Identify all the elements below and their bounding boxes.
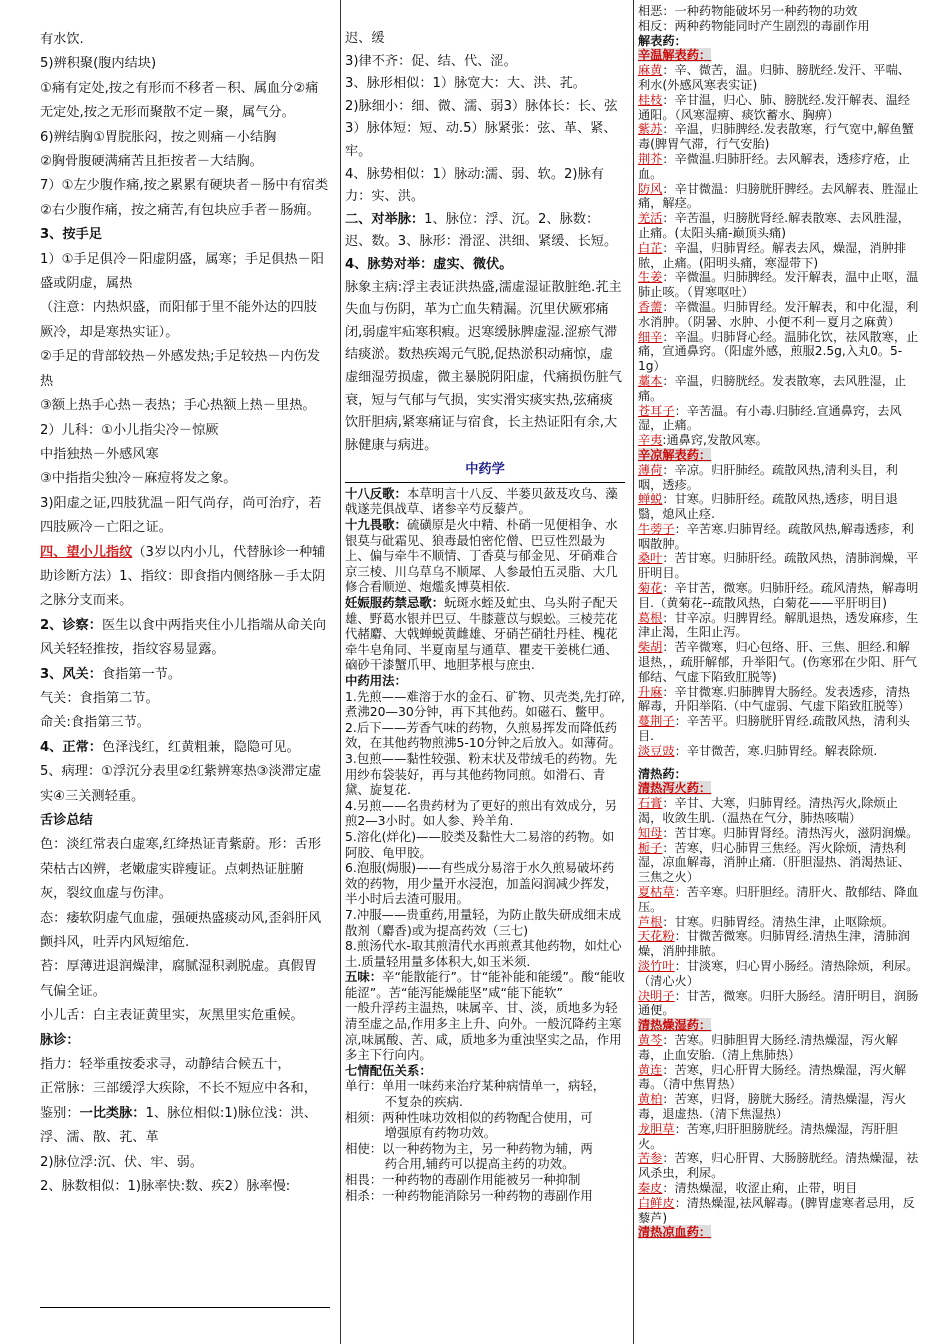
text-line xyxy=(345,1000,625,1062)
herb-name: 荆芥 xyxy=(638,151,663,166)
text-span: 1）①手足俱冷－阳虚阴盛，属寒；手足俱热－阳盛或阴虚，属热 xyxy=(40,251,324,292)
text-line xyxy=(638,374,920,404)
herb-name: 秦皮 xyxy=(638,1180,663,1195)
text-line xyxy=(638,744,920,759)
text-span: 态：痿软阴虚气血虚，强硬热盛痰动风,歪斜肝风颤抖风，吐弄内风短缩危. xyxy=(40,910,322,951)
text-span: 清热泻火药： xyxy=(638,781,712,796)
text-span: 2、诊察： xyxy=(40,617,102,633)
text-line xyxy=(40,1004,330,1028)
text-span: 3)律不齐：促、结、代、涩。 xyxy=(345,53,517,69)
herb-name: 香薷 xyxy=(638,299,663,314)
text-line xyxy=(40,174,330,223)
text-line xyxy=(345,118,625,163)
text-line xyxy=(345,689,625,720)
text-line xyxy=(345,1188,625,1204)
text-line xyxy=(638,685,920,715)
text-line xyxy=(638,152,920,182)
text-span: 5.溶化(烊化)——胶类及黏性大二易溶的药物。如阿胶、龟甲胶。 xyxy=(345,828,615,860)
text-span: ③额上热手心热－表热；手心热额上热－里热。 xyxy=(40,398,316,414)
text-span: 2.后下——芳香气味的药物，久煎易挥发而降低药效，在其他药物煎沸5-10分钟之后放入。如薄荷。 xyxy=(345,719,621,751)
herb-name: 黄柏 xyxy=(638,1092,663,1107)
text-span: 本草明言十八反、半蒌贝蔹芨攻乌、藻戟遂芫俱战草、诸参辛芍反藜芦。 xyxy=(345,485,618,517)
text-line xyxy=(345,51,625,74)
text-span: ：辛微温.归肺肝经。去风解表，透疹疗疮，止血。 xyxy=(638,151,910,181)
text-span: 辛凉解表药： xyxy=(638,447,712,462)
herb-name: 夏枯草 xyxy=(638,885,675,900)
text-line xyxy=(345,673,625,689)
text-line xyxy=(638,433,920,448)
text-span: ：辛甘微温：归膀胱肝脾经。去风解表、胜湿止痛，解痉。 xyxy=(638,181,919,211)
text-span: 不复杂的疾病. xyxy=(384,1094,463,1110)
text-span: 清热药： xyxy=(638,766,687,781)
text-span: ：甘微苦微寒。归肺胃经.清热生津，清肺润燥，消肿排脓。 xyxy=(638,929,910,959)
text-span: ：苦辛微寒，归心包络、肝、三焦、胆经.和解退热，，疏肝解郁，升举阳气。(伤寒邪在少阳、肝气郁结、气虚下陷致肛脱等) xyxy=(638,640,917,684)
text-line xyxy=(40,443,330,467)
text-line xyxy=(40,126,330,150)
text-line xyxy=(40,809,330,833)
text-line xyxy=(638,551,920,581)
text-line xyxy=(638,1033,920,1063)
herb-name: 辛夷 xyxy=(638,433,663,448)
text-line xyxy=(638,270,920,300)
text-span: 4、脉势相似：1）脉动:濡、弱、软。2)脉有力：实、洪。 xyxy=(345,166,604,205)
herb-name: 石膏 xyxy=(638,796,663,811)
text-line xyxy=(638,1181,920,1196)
herb-name: 葛根 xyxy=(638,610,663,625)
text-line xyxy=(40,492,330,541)
text-line xyxy=(345,751,625,798)
text-line xyxy=(345,1125,625,1141)
text-line xyxy=(638,404,920,434)
text-line xyxy=(40,1029,330,1053)
text-line xyxy=(638,48,920,63)
text-line xyxy=(638,34,920,49)
text-line xyxy=(40,687,330,711)
text-span: ②手足的背部较热－外感发热;手足较热－内伤发热 xyxy=(40,349,321,389)
text-span: 食指第一节。 xyxy=(101,666,182,682)
text-line xyxy=(638,1196,920,1226)
text-span: ：辛、微苦，温。归肺、膀胱经.发汗、平喘、利水(外感风寒表实证) xyxy=(638,63,910,92)
text-line xyxy=(345,595,625,673)
herb-name: 薄荷 xyxy=(638,462,663,477)
herb-name: 蝉蜕 xyxy=(638,492,663,507)
text-line xyxy=(638,211,920,241)
text-span: 十八反歌： xyxy=(345,485,407,501)
herb-name: 麻黄 xyxy=(638,63,663,78)
text-span: 舌诊总结 xyxy=(40,813,93,828)
text-span: 脉诊： xyxy=(40,1032,80,1048)
text-span: 二、对举脉： xyxy=(345,211,425,227)
text-span: 5)辨积聚(腹内结块) xyxy=(40,56,157,72)
column-1 xyxy=(40,0,330,1344)
herb-name: 藁本 xyxy=(638,373,663,388)
text-span: 4.另煎——名贵药材为了更好的煎出有效成分，另煎2—3小时。如人参、羚羊角. xyxy=(345,797,618,829)
text-line xyxy=(638,989,920,1019)
text-span: 七情配伍关系： xyxy=(345,1062,432,1078)
text-line xyxy=(638,1063,920,1093)
text-span: 2)脉位浮:沉、伏、牢、弱。 xyxy=(40,1154,204,1170)
text-span: 苔：厚薄进退润燥津，腐腻湿积剥脱虚。真假胃气偏全证。 xyxy=(40,959,317,999)
text-line xyxy=(40,150,330,174)
text-span: 命关:食指第三节。 xyxy=(40,715,150,731)
text-span: 相畏：一种药物的毒副作用能被另一种抑制 xyxy=(345,1172,581,1187)
text-line xyxy=(345,517,625,595)
text-span: 2）儿科：①小儿指尖冷－惊厥 xyxy=(40,422,219,438)
text-span: 5、病理：①浮沉分表里②红紫辨寒热③淡滞定虚实④三关测轻重。 xyxy=(40,764,322,804)
text-line xyxy=(40,614,330,663)
text-span: 医生以食中两指夹住小儿指端从命关向风关轻轻推按，指纹容易显露。 xyxy=(40,617,327,658)
text-span: 辛温解表药： xyxy=(638,48,712,63)
text-span: 指力：轻举重按委求寻，动静结合候五十， xyxy=(40,1057,291,1073)
text-line xyxy=(638,448,920,463)
text-span: 辛“能散能行”。甘“能补能和能缓”。酸“能收能涩”。苦“能泻能燥能坚”咸“能下能软” xyxy=(345,969,625,1000)
text-line xyxy=(40,736,330,760)
text-line xyxy=(638,1151,920,1181)
column-3 xyxy=(633,0,920,1344)
text-line xyxy=(40,467,330,491)
text-span: ：辛甘、大寒，归肺胃经。清热泻火,除烦止渴，收敛生肌.（温热在气分，肺热咳喘） xyxy=(638,796,898,826)
bottom-rule-1 xyxy=(40,1307,330,1308)
text-span: 相使：以一种药物为主，另一种药物为辅，两 xyxy=(345,1140,593,1156)
text-line xyxy=(40,52,330,76)
text-span: ：辛苦寒.归肺胃经。疏散风热,解毒透疹，利咽散肿。 xyxy=(638,521,914,551)
herb-name: 菊花 xyxy=(638,581,663,596)
text-line xyxy=(40,1077,330,1150)
text-span: 十九畏歌： xyxy=(345,517,407,533)
herb-name: 桑叶 xyxy=(638,551,663,566)
text-span: 色：淡红常表白虚寒,红绛热证青紫蔚。形：舌形荣枯古凶辨，老嫩虚实辟瘦证。点刺热证脏腑灰，裂纹血虚与伤津。 xyxy=(40,837,322,902)
text-line xyxy=(40,28,330,52)
text-span: 3、风关： xyxy=(40,666,102,682)
text-span: 1.先煎——难溶于水的金石、矿物、贝壳类,先打碎,煮沸20—30分钟，再下其他药。如磁石、鳖甲。 xyxy=(345,688,625,720)
text-line xyxy=(638,1225,920,1240)
text-line xyxy=(638,767,920,782)
text-span: 2、脉数相似：1)脉率快:数、疾2）脉率慢: xyxy=(40,1179,291,1195)
text-span: ①痛有定处,按之有形而不移者－积、属血分②痛无定处,按之无形而聚散不定－聚，属气分。 xyxy=(40,80,319,121)
text-line xyxy=(638,611,920,641)
text-line xyxy=(638,1092,920,1122)
herb-name: 蔓荆子 xyxy=(638,714,675,729)
text-span: ：辛苦平。归膀胱肝胃经.疏散风热，清利头目. xyxy=(638,714,910,744)
text-span: （注意：内热炽盛，而阳郁于里不能外达的四肢厥冷，却是寒热实证）。 xyxy=(40,300,317,340)
text-line xyxy=(638,241,920,271)
text-line xyxy=(638,959,920,989)
text-span: ：辛温，归膀胱经。发表散寒，去风胜湿，止痛。 xyxy=(638,373,907,403)
herb-name: 知母 xyxy=(638,825,663,840)
text-line xyxy=(40,955,330,1004)
text-span: 蚖斑水蛭及虻虫、乌头附子配天雄、野葛水银并巴豆、牛膝薏苡与蜈蚣。三棱芫花代赭麝、大戟蝉蜕黄雌雄、牙硝芒硝牡丹桂、槐花牵牛皂角同、半夏南星与通草、瞿麦干姜桃仁通、硇砂干漆蟹爪甲、地胆茅根与庶虫. xyxy=(345,595,618,673)
text-line xyxy=(638,915,920,930)
text-span: 气关：食指第二节。 xyxy=(40,690,159,706)
text-line xyxy=(345,164,625,209)
text-span: ②胸骨腹硬满痛苦且拒按者－大结胸。 xyxy=(40,154,263,170)
herb-name: 淡豆豉 xyxy=(638,743,675,758)
text-line xyxy=(40,711,330,735)
herb-name: 黄芩 xyxy=(638,1032,663,1047)
herb-name: 黄连 xyxy=(638,1062,663,1077)
text-line xyxy=(638,1122,920,1152)
herb-name: 防风 xyxy=(638,181,663,196)
text-line xyxy=(345,720,625,751)
text-span: 相恶：一种药物能破坏另一种药物的功效 xyxy=(638,4,858,18)
text-span: 6.泡服(焗服)——有些成分易溶于水久煎易破坏药效的药物，用少量开水浸泡，加盖闷润减少挥发，半小时后去渣可服用。 xyxy=(345,860,618,907)
text-line xyxy=(638,640,920,684)
text-span: ：苦寒,归肝胆膀胱经。清热燥湿，泻肝胆火。 xyxy=(638,1121,898,1151)
text-line xyxy=(40,248,330,297)
text-span: ：甘苦，微寒。归肝大肠经。清肝明目，润肠通便。 xyxy=(638,988,919,1018)
text-line xyxy=(638,122,920,152)
herb-name: 芦根 xyxy=(638,914,663,929)
text-line xyxy=(345,28,625,51)
text-span: 3.包煎——黏性较强、粉末状及带绒毛的药物。先用纱布袋装好，再与其他药物同煎。如滑石、青黛、旋复花. xyxy=(345,750,618,798)
herb-name: 白芷 xyxy=(638,240,663,255)
text-line xyxy=(40,419,330,443)
text-line xyxy=(40,663,330,687)
text-span: 有水饮. xyxy=(40,32,84,47)
text-span: ：清热燥湿，收涩止痢，止带，明目 xyxy=(662,1180,858,1195)
text-line xyxy=(638,581,920,611)
herb-name: 白鲜皮 xyxy=(638,1195,675,1210)
text-line xyxy=(345,1094,625,1110)
text-span: ：辛微温。归肺脾经。发汗解表，温中止呕，温肺止咳。（胃寒呕吐） xyxy=(638,270,919,300)
text-span: ：苦寒。归肺胆胃大肠经.清热燥湿，泻火解毒，止血安胎.（清上焦肺热） xyxy=(638,1032,898,1062)
text-line xyxy=(638,93,920,123)
text-span: ：辛温，归肺脾经.发表散寒，行气宽中,解鱼蟹毒(脾胃气滞，行气安胎) xyxy=(638,122,914,152)
text-line xyxy=(40,1053,330,1077)
herb-name: 淡竹叶 xyxy=(638,959,675,973)
text-span: 小儿舌：白主表证黄里实，灰黑里实危重候。 xyxy=(40,1008,304,1024)
text-span: ：甘寒。归肺胃经。清热生津，止呕除烦。 xyxy=(662,914,894,929)
text-line xyxy=(40,760,330,809)
text-span: 4、脉势对举：虚实、微伏。 xyxy=(345,256,513,272)
text-line xyxy=(40,345,330,394)
text-span: 中药用法： xyxy=(345,673,407,688)
text-line xyxy=(40,296,330,345)
text-line xyxy=(638,841,920,885)
text-span: ：辛微温。归肺胃经。发汗解表，和中化湿，利水消肿。（阴暑、水肿、小便不利－夏月之麻黄） xyxy=(638,299,919,329)
text-line xyxy=(40,223,330,247)
text-span: ：辛温，归肺胃经。解表去风，燥湿，消肿排脓，止痛。(阳明头痛，寒湿带下) xyxy=(638,240,907,270)
text-span: ：苦寒，归心肝胃、大肠膀胱经。清热燥湿，祛风杀虫，利尿。 xyxy=(638,1151,919,1181)
text-span: 清热凉血药： xyxy=(638,1225,712,1240)
text-line xyxy=(345,907,625,938)
text-span: 药合用,辅药可以提高主药的功效。 xyxy=(384,1156,575,1172)
text-line xyxy=(40,541,330,614)
text-span: 四、望小儿指纹 xyxy=(40,544,133,560)
text-span: 五味： xyxy=(345,969,383,985)
text-line xyxy=(638,826,920,841)
text-span: 增强原有药物功效。 xyxy=(384,1125,497,1141)
herb-name: 生姜 xyxy=(638,270,663,285)
text-line xyxy=(638,522,920,552)
text-line xyxy=(345,1172,625,1188)
text-line xyxy=(638,330,920,374)
text-span: 色泽浅红，红黄粗兼，隐隐可见。 xyxy=(101,739,300,755)
text-span: 中指独热－外感风寒 xyxy=(40,446,159,462)
text-span: 妊娠服药禁忌歌： xyxy=(345,595,445,611)
herb-name: 桂枝 xyxy=(638,92,663,107)
text-span: （3岁以内小儿，代替脉诊一种辅助诊断方法）1、指纹：即食指内侧络脉－手太阴之脉分支而来。 xyxy=(40,544,326,609)
herb-name: 天花粉 xyxy=(638,929,675,944)
text-span: ③中指指尖独冷－麻痘将发之象。 xyxy=(40,471,237,487)
text-span: 迟、缓 xyxy=(345,31,385,46)
text-span: ：清热燥湿,祛风解毒。(脾胃虚寒者忌用，反藜芦) xyxy=(638,1195,915,1225)
text-span: ：甘辛凉。归脾胃经。解肌退热，透发麻疹，生津止渴，生阳止泻。 xyxy=(638,610,919,640)
text-line xyxy=(40,833,330,906)
text-span: 解表药： xyxy=(638,33,687,48)
text-span: 3、脉形相似：1）脉宽大：大、洪、芤。 xyxy=(345,76,586,92)
text-line xyxy=(345,96,625,119)
text-span: ：苦辛寒。归肝胆经。清肝火、散郁结、降血压。 xyxy=(638,885,919,914)
text-line xyxy=(345,209,625,254)
text-line xyxy=(345,938,625,969)
text-span: ：辛甘温，归心、肺、膀胱经.发汗解表、温经通阳。（风寒湿痹、痰饮蓄水、胸痹） xyxy=(638,92,910,122)
text-span: ：甘寒。归肺肝经。疏散风热,透疹，明目退翳，熄风止痉. xyxy=(638,492,898,522)
text-line xyxy=(638,796,920,826)
text-span: 硫磺原是火中精、朴硝一见便相争、水银莫与砒霜见、狼毒最怕密佗僧、巴豆性烈最为上、偏与牵牛不顺情、丁香莫与郁金见、牙硝难合京三棱、川乌草乌不顺犀、人参最怕五灵脂、大几修合看顺逆、炮爁炙博莫相依. xyxy=(345,517,618,595)
text-span: 单行：单用一味药来治疗某种病情单一，病轻， xyxy=(345,1078,606,1094)
herb-name: 牛蒡子 xyxy=(638,521,675,536)
text-span: :通鼻窍,发散风寒。 xyxy=(662,433,768,448)
text-line xyxy=(345,1156,625,1172)
text-line xyxy=(638,4,920,19)
text-span: ：苦甘寒。归肺肝经。疏散风热，清肺润燥，平肝明目。 xyxy=(638,551,919,581)
text-line xyxy=(345,1141,625,1157)
herb-name: 苍耳子 xyxy=(638,403,675,418)
text-line xyxy=(638,885,920,915)
text-line xyxy=(638,781,920,796)
text-line xyxy=(40,394,330,418)
herb-name: 紫苏 xyxy=(638,122,663,137)
herb-name: 羌活 xyxy=(638,211,663,226)
herbology-section xyxy=(345,486,625,1203)
text-line xyxy=(345,486,625,517)
text-line xyxy=(345,254,625,277)
text-span: 7）①左少腹作痛,按之累累有硬块者－肠中有宿类②右少腹作痛，按之痛苦,有包块应手者－肠痈。 xyxy=(40,178,329,218)
text-span: 3、按手足 xyxy=(40,227,102,243)
column-2 xyxy=(340,0,625,1344)
text-line xyxy=(638,929,920,959)
text-span: 相杀：一种药物能消除另一种药物的毒副作用 xyxy=(345,1187,593,1203)
text-span: 3）脉体短：短、动.5）脉紧张：弦、革、紧、牢。 xyxy=(345,121,617,159)
text-span: 1、脉位：浮、沉。2、脉数：迟、数。3、脉形：滑涩、洪细、紧缓、长短。 xyxy=(345,211,618,250)
section-title-zhongyaoxue: 中药学 xyxy=(345,459,625,483)
text-line xyxy=(638,1018,920,1033)
text-line xyxy=(345,277,625,458)
herb-name: 栀子 xyxy=(638,840,663,855)
spacer xyxy=(638,759,920,767)
text-line xyxy=(638,714,920,744)
text-span: 8.煎汤代水-取其煎清代水再煎煮其他药物，如灶心土.质量轻用量多体积大,如玉米须. xyxy=(345,938,622,969)
text-span: 正常脉：三部缓浮大疾除，不长不短应中各和，鉴别： xyxy=(40,1081,317,1121)
text-line xyxy=(638,492,920,522)
text-span: 1、脉位相似:1)脉位浅：洪、浮、濡、散、芤、革 xyxy=(40,1105,317,1146)
text-line xyxy=(40,77,330,126)
text-line xyxy=(638,300,920,330)
text-span: ：甘淡寒，归心胃小肠经。清热除烦，利尿。（清心火） xyxy=(638,959,919,988)
text-span: ：辛凉。归肝肺经。疏散风热,清利头目，利咽，透疹。 xyxy=(638,462,898,492)
text-line xyxy=(345,969,625,1000)
text-line xyxy=(345,1063,625,1079)
herb-name: 柴胡 xyxy=(638,640,663,655)
text-span: 7.冲服——贵重药,用量轻，为防止散失研成细末成散剂（麝香)或为提高药效（三七) xyxy=(345,906,621,938)
text-span: 一比类脉： xyxy=(79,1105,146,1121)
text-span: 6)辨结胸①胃脘胀闷，按之则痛－小结胸 xyxy=(40,129,277,145)
text-span: ：苦寒，归心肝胃大肠经。清热燥湿，泻火解毒。（清中焦胃热） xyxy=(638,1062,907,1092)
text-line xyxy=(40,1175,330,1199)
text-line xyxy=(40,1151,330,1175)
text-span: 相反：两种药物能同时产生剧烈的毒副作用 xyxy=(638,18,870,33)
text-span: 一般升浮药主温热，味属辛、甘、淡，质地多为轻清至虚之品,作用多主上升、向外。一般沉降药主寒凉,味属酸、苦、咸，质地多为重浊坚实之品，作用多主下行向内。 xyxy=(345,1000,622,1063)
text-line xyxy=(638,182,920,212)
text-span: 4、正常： xyxy=(40,739,102,755)
herb-name: 苦参 xyxy=(638,1151,663,1166)
text-line xyxy=(345,73,625,96)
text-line xyxy=(345,829,625,860)
text-line xyxy=(638,19,920,34)
herb-name: 决明子 xyxy=(638,988,675,1003)
text-line xyxy=(40,907,330,956)
text-span: 脉象主病:浮主表证洪热盛,濡虚湿证散脏绝.芤主失血与伤阴，革为亡血失精漏。沉里伏厥邪痛闭,弱虚牢疝寒积瘕。迟寒缓脉脾虚湿.涩瘀气滞结痰淤。数热疾竭元气脱,促热淤积动痛惊，虚虚细湿劳损虚，微主暴脱阴阳虚，代痛损伤脏气衰，短与气郁与气损，实实滑实痰实热,弦痛痰饮肝胆病,紧寒痛证与宿食，长主热证阳有余,大脉健康与病进。 xyxy=(345,279,622,453)
text-span: ：辛苦温，归膀胱肾经.解表散寒、去风胜湿，止痛。(太阳头痛-巅顶头痛) xyxy=(638,211,910,240)
text-span: ：苦寒，归心肺胃三焦经。泻火除烦，清热利湿，凉血解毒，消肿止痛.（肝胆湿热、消渴热证、三焦之火） xyxy=(638,840,910,885)
text-span: 相须：两种性味功效相似的药物配合使用，可 xyxy=(345,1109,593,1125)
text-span: 清热燥湿药： xyxy=(638,1018,712,1033)
text-line xyxy=(345,1110,625,1126)
text-line xyxy=(638,463,920,493)
herb-name: 龙胆草 xyxy=(638,1121,675,1136)
text-span: ：辛苦温。有小毒.归肺经.宣通鼻窍，去风湿，止痛。 xyxy=(638,403,902,433)
text-span: ：苦甘寒。归肺胃肾经。清热泻火，滋阴润燥。 xyxy=(662,825,919,840)
diagnosis-continued xyxy=(345,28,625,457)
text-line xyxy=(345,1078,625,1094)
text-span: ：辛甘微苦，寒.归肺胃经。解表除烦. xyxy=(674,743,878,758)
text-line xyxy=(638,63,920,93)
text-span: 2)脉细小：细、微、濡、弱3）脉体长：长、弦 xyxy=(345,98,618,114)
text-span: ：辛甘微寒.归肺脾胃大肠经。发表透疹，清热解毒，升阳举陷.（中气虚弱、气虚下陷致肛脱等） xyxy=(638,684,910,714)
text-span: ：辛甘苦，微寒。归肺肝经。疏风清热，解毒明目.（黄菊花--疏散风热，白菊花——平肝明目) xyxy=(638,581,919,610)
text-line xyxy=(345,860,625,907)
text-span: 3)阳虚之证,四肢犹温－阳气尚存，尚可治疗，若四肢厥冷－亡阳之证。 xyxy=(40,495,322,536)
text-line xyxy=(345,798,625,829)
text-span: ：苦寒，归肾，膀胱大肠经。清热燥湿，泻火毒，退虚热.（清下焦湿热） xyxy=(638,1092,907,1121)
text-span: ：辛温。归肺肾心经。温肺化饮，祛风散寒，止痛，宣通鼻窍。（阳虚外感，煎服2.5g,入丸0。5-1g） xyxy=(638,329,919,374)
herb-name: 升麻 xyxy=(638,684,663,699)
herb-name: 细辛 xyxy=(638,329,663,344)
